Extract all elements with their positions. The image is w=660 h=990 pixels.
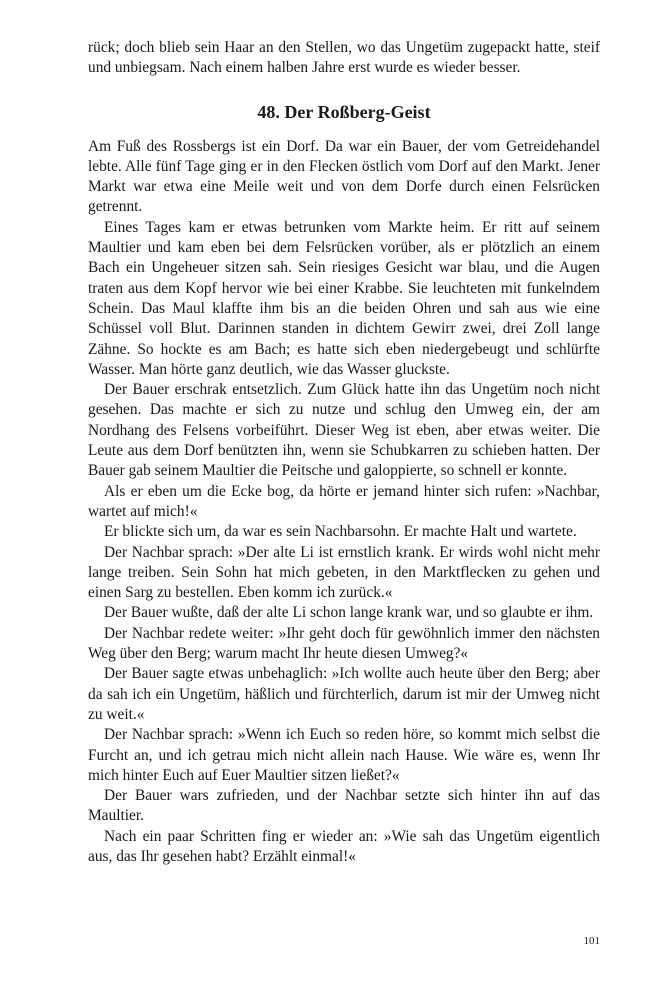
paragraph-10: Der Nachbar sprach: »Wenn ich Euch so reden höre, so kommt mich selbst die Furcht an, und ich getrau mich nicht allein nach Hause. Wie wäre es, wenn Ihr mich hinter Euch auf Euer Maultier sitzen ließet?« bbox=[88, 726, 600, 784]
paragraph-7: Der Bauer wußte, daß der alte Li schon lange krank war, und so glaubte er ihm. bbox=[104, 604, 594, 622]
page-number: 101 bbox=[583, 935, 600, 947]
paragraph-8: Der Nachbar redete weiter: »Ihr geht doch für gewöhnlich immer den nächsten Weg über den Berg; warum macht Ihr heute diesen Umweg?« bbox=[88, 624, 600, 663]
carryover-paragraph: rück; doch blieb sein Haar an den Stellen, wo das Ungetüm zugepackt hatte, steif und unbiegsam. Nach einem halben Jahre erst wurde es wieder besser. bbox=[88, 39, 600, 77]
book-page bbox=[88, 38, 600, 867]
paragraph-6: Der Nachbar sprach: »Der alte Li ist ernstlich krank. Er wirds wohl nicht mehr lange treiben. Sein Sohn hat mich gebeten, in den Marktflecken zu gehen und einen Sarg zu bestellen. Eben komm ich zurück.« bbox=[88, 543, 600, 602]
paragraph-9: Der Bauer sagte etwas unbehaglich: »Ich wollte auch heute über den Berg; aber da sah ich ein Ungetüm, häßlich und fürchterlich, darum ist mir der Umweg nicht zu weit.« bbox=[88, 665, 600, 723]
paragraph-5: Er blickte sich um, da war es sein Nachbarsohn. Er machte Halt und wartete. bbox=[104, 523, 577, 541]
chapter-title: 48. Der Roßberg-Geist bbox=[257, 101, 431, 122]
paragraph-1: Am Fuß des Rossbergs ist ein Dorf. Da war ein Bauer, der vom Getreidehandel lebte. Alle fünf Tage ging er in den Flecken östlich vom Dorf auf den Markt. Jener Markt war etwa eine Meile weit und von dem Dorfe durch einen Felsrücken getrennt. bbox=[88, 137, 600, 216]
paragraph-3: Der Bauer erschrak entsetzlich. Zum Glück hatte ihn das Ungetüm noch nicht gesehen. Das machte er sich zu nutze und schlug den Umweg ein, der am Nordhang des Felsens vorbeiführt. Dieser Weg ist eben, aber etwas weiter. Die Leute aus dem Dorf benützten ihn, wenn sie Schubkarren zu schieben hatten. Der Bauer gab seinem Maultier die Peitsche und galoppierte, so schnell er konnte. bbox=[88, 381, 600, 480]
paragraph-2: Eines Tages kam er etwas betrunken vom Markte heim. Er ritt auf seinem Maultier und kam eben bei dem Felsrücken vorüber, als er plötzlich an einem Bach ein Ungeheuer sitzen sah. Sein riesiges Gesicht war blau, und die Augen traten aus dem Kopf hervor wie bei einer Krabbe. Sie leuchteten mit funkelndem Schein. Das Maul klaffte ihm bis an die beiden Ohren und sah aus wie eine Schüssel voll Blut. Darinnen standen in dichtem Gewirr zwei, drei Zoll lange Zähne. So hockte es am Bach; es hatte sich eben niedergebeugt und schlürfte Wasser. Man hörte ganz deutlich, wie das Wasser gluckste. bbox=[88, 218, 600, 378]
paragraph-4: Als er eben um die Ecke bog, da hörte er jemand hinter sich rufen: »Nachbar, wartet auf mich!« bbox=[88, 482, 600, 520]
paragraph-12: Nach ein paar Schritten fing er wieder an: »Wie sah das Ungetüm eigentlich aus, das Ihr gesehen habt? Erzählt einmal!« bbox=[88, 827, 600, 865]
paragraph-11: Der Bauer wars zufrieden, und der Nachbar setzte sich hinter ihn auf das Maultier. bbox=[88, 787, 600, 825]
